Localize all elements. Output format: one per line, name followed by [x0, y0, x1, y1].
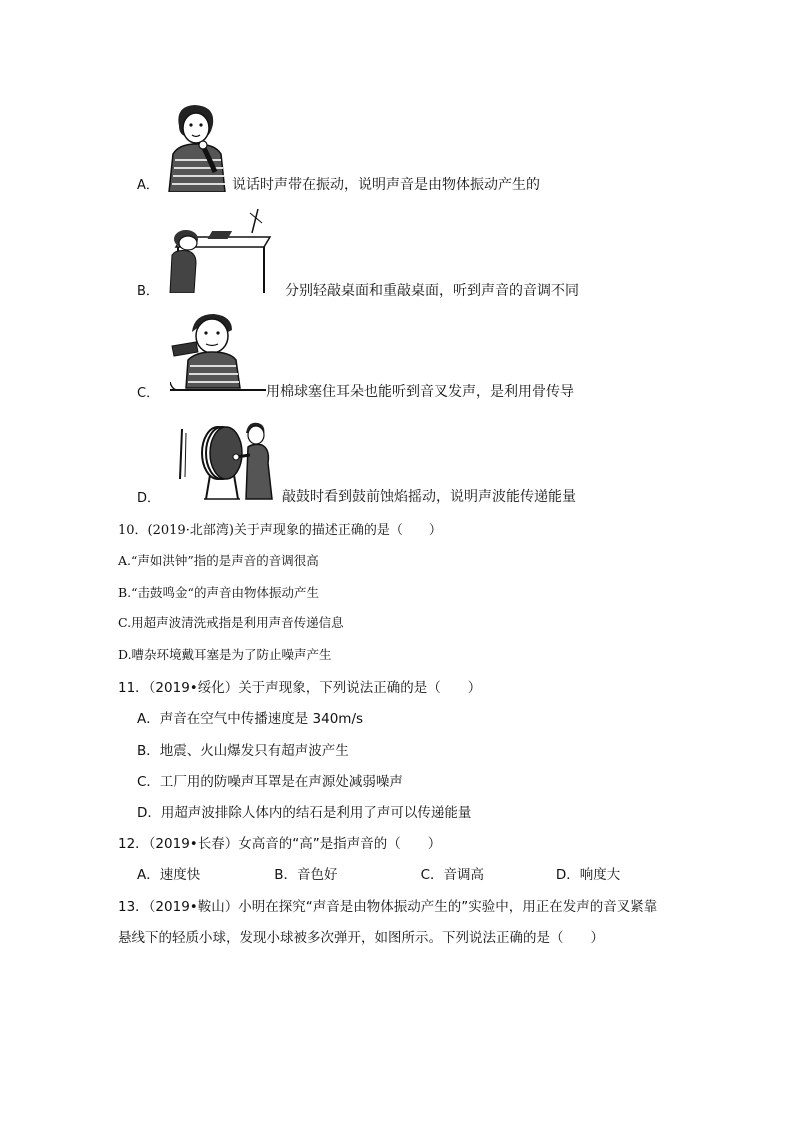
option-c: [0, 310, 794, 410]
option-d: [0, 415, 794, 515]
person-tuning-fork-teeth-icon: [170, 312, 266, 392]
person-beating-drum-icon: [176, 419, 280, 501]
option-b: [0, 205, 794, 305]
question-12-option-b: B．音色好: [274, 867, 338, 883]
option-letter: C．: [137, 386, 160, 401]
question-11-option-a: A．声音在空气中传播速度是 340m/s: [137, 711, 364, 727]
person-ear-on-table-icon: [166, 207, 278, 293]
question-11-option-b: B．地震、火山爆发只有超声波产生: [137, 743, 349, 759]
question-10-option-a: A.“声如洪钟”指的是声音的音调很高: [118, 553, 319, 568]
question-11-option-d: D．用超声波排除人体内的结石是利用了声可以传递能量: [137, 805, 472, 821]
option-text: 敲鼓时看到鼓前蚀焰摇动，说明声波能传递能量: [282, 489, 576, 505]
option-text: 说话时声带在振动，说明声音是由物体振动产生的: [232, 177, 540, 193]
person-touching-throat-icon: [165, 100, 231, 192]
question-10-option-d: D.嘈杂环境戴耳塞是为了防止噪声产生: [118, 647, 332, 662]
question-12-stem: 12．（2019•长春）女高音的“高”是指声音的（ ）: [118, 836, 442, 852]
question-13-line-1: 13．（2019•鞍山）小明在探究“声音是由物体振动产生的”实验中，用正在发声的音叉紧靠: [118, 899, 658, 915]
question-10-option-b: B.“击鼓鸣金“的声音由物体振动产生: [118, 585, 319, 600]
option-text: 用棉球塞住耳朵也能听到音叉发声，是利用骨传导: [266, 384, 574, 400]
option-letter: D．: [137, 491, 161, 506]
option-text: 分别轻敲桌面和重敲桌面，听到声音的音调不同: [285, 283, 579, 299]
question-10-stem: 10．(2019·北部湾)关于声现象的描述正确的是（ ）: [118, 523, 442, 538]
question-13-line-2: 悬线下的轻质小球，发现小球被多次弹开，如图所示。下列说法正确的是（ ）: [118, 930, 604, 946]
question-12-option-a: A．速度快: [137, 867, 201, 883]
question-12-options: [137, 863, 620, 883]
option-letter: B．: [137, 284, 159, 299]
question-10-option-c: C.用超声波清洗戒指是利用声音传递信息: [118, 615, 344, 630]
question-11-stem: 11．（2019•绥化）关于声现象，下列说法正确的是（ ）: [118, 680, 482, 696]
option-a: [0, 95, 794, 195]
question-11-option-c: C．工厂用的防噪声耳罩是在声源处减弱噪声: [137, 774, 403, 790]
question-12-option-d: D．响度大: [555, 867, 621, 883]
question-12-option-c: C．音调高: [420, 867, 485, 883]
option-letter: A．: [137, 178, 159, 193]
